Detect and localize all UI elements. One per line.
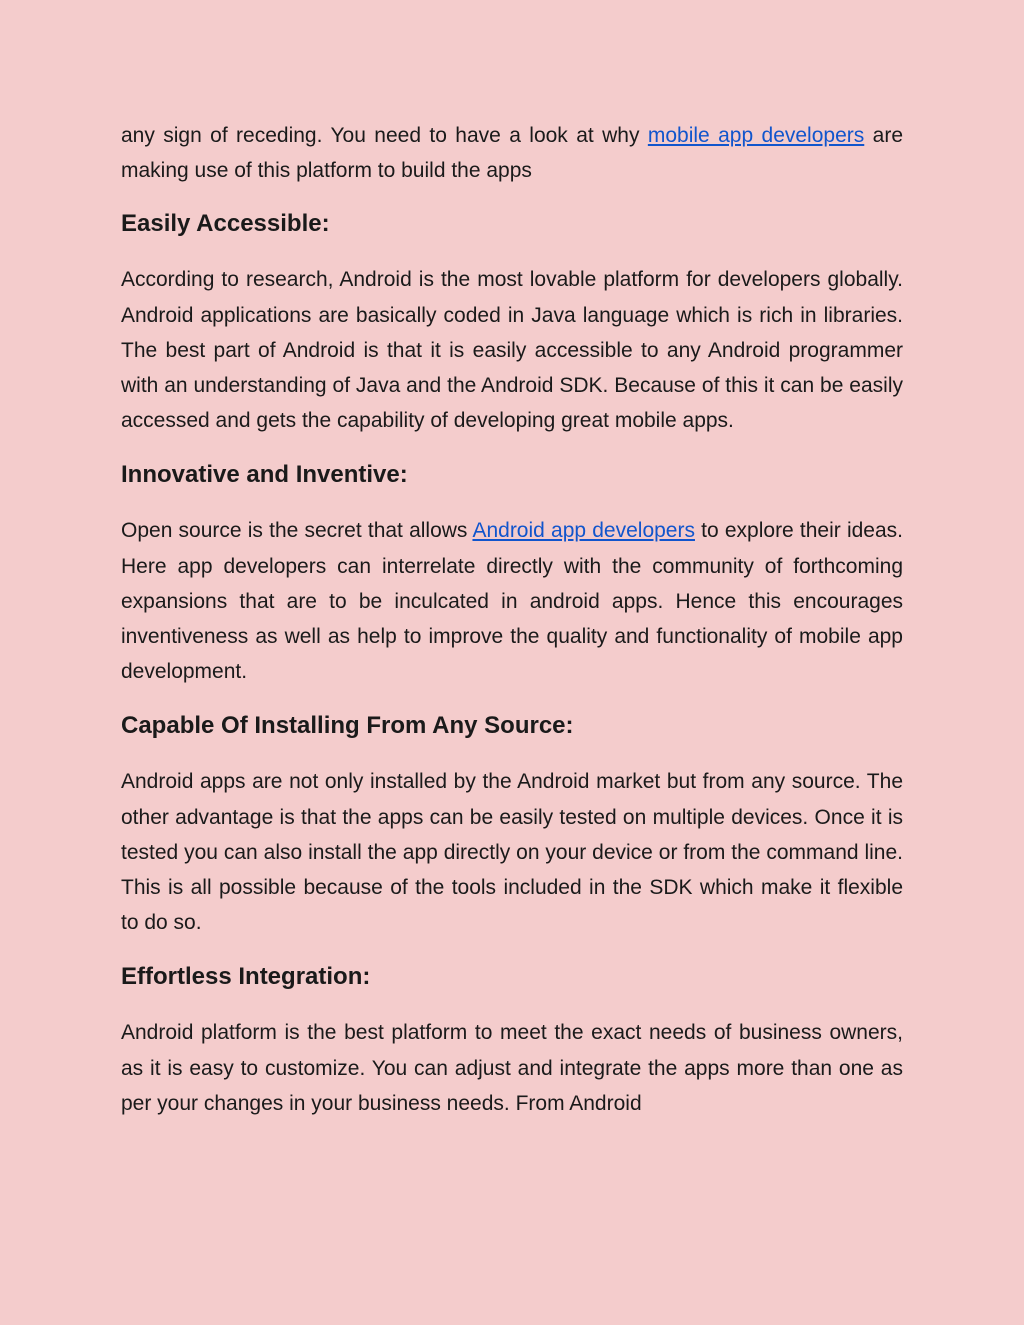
section-heading: Capable Of Installing From Any Source: [121,712,574,740]
mobile-app-developers-link[interactable]: mobile app developers [647,124,865,147]
section-body: According to research, Android is the most lovable platform for developers globally. Android applications are basically coded in Java language which is rich in libraries. The best part of Android is that it is easily accessible to any Android programmer with an understanding of Java and the Android SDK. Because of this it can be easily accessed and gets the capability of developing great mobile apps. [121,268,903,433]
intro-paragraph [121,118,903,188]
android-app-developers-link[interactable]: Android app developers [472,519,695,543]
section-heading: Innovative and Inventive: [121,461,408,489]
intro-text-after: are making use of this platform to build the apps [121,124,904,183]
document-content [121,118,903,1142]
body-text-before: Open source is the secret that allows [121,519,473,543]
section-installing-any-source [121,710,903,940]
section-body: Android apps are not only installed by the Android market but from any source. The other advantage is that the apps can be easily tested on multiple devices. Once it is tested you can also install the app directly on your device or from the command line. This is all possible because of the tools included in the SDK which make it flexible to do so. [121,770,903,935]
section-effortless-integration [121,961,903,1121]
section-body [121,513,903,689]
section-easily-accessible [121,208,903,438]
section-innovative-inventive [121,459,903,689]
intro-text-before: any sign of receding. You need to have a look at why [121,124,648,147]
section-body: Android platform is the best platform to meet the exact needs of business owners, as it is easy to customize. You can adjust and integrate the apps more than one as per your changes in your business needs. From Android [121,1021,903,1115]
body-text-after: to explore their ideas. Here app developers can interrelate directly with the community of forthcoming expansions that are to be inculcated in android apps. Hence this encourages inventiveness as well as help to improve the quality and functionality of mobile app development. [121,519,903,684]
section-heading: Easily Accessible: [121,210,330,238]
section-heading: Effortless Integration: [121,963,371,991]
